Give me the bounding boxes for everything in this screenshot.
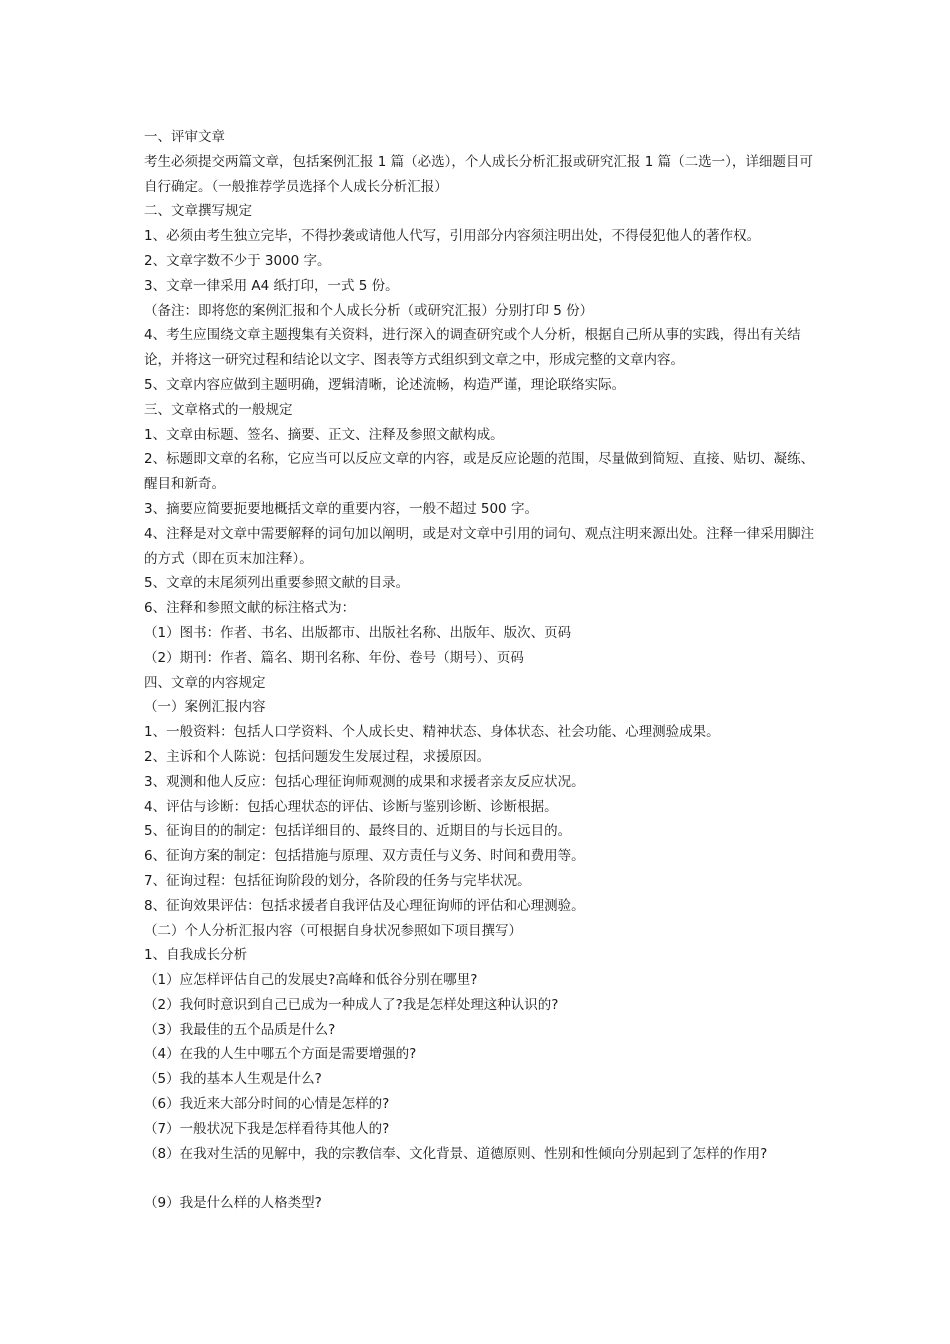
- sub-list-item: （6）我近来大部分时间的心情是怎样的?: [144, 1096, 390, 1113]
- list-item: 6、注释和参照文献的标注格式为：: [144, 600, 356, 617]
- list-item: 4、评估与诊断：包括心理状态的评估、诊断与鉴别诊断、诊断根据。: [144, 798, 558, 815]
- list-item: 8、征询效果评估：包括求援者自我评估及心理征询师的评估和心理测验。: [144, 897, 585, 914]
- list-item: 4、注释是对文章中需要解释的词句加以阐明，或是对文章中引用的词句、观点注明来源出处。注释一律采用脚注的方式（即在页末加注释）。: [144, 525, 815, 567]
- sub-list-item: （2）我何时意识到自己已成为一种成人了?我是怎样处理这种认识的?: [144, 996, 559, 1013]
- list-item: 1、文章由标题、签名、摘要、正文、注释及参照文献构成。: [144, 426, 504, 443]
- list-item: 6、征询方案的制定：包括措施与原理、双方责任与义务、时间和费用等。: [144, 848, 585, 865]
- note: （备注：即将您的案例汇报和个人成长分析（或研究汇报）分别打印 5 份）: [144, 302, 594, 319]
- subsection-heading: （一）案例汇报内容: [144, 699, 266, 716]
- sub-list-item: （1）图书：作者、书名、出版都市、出版社名称、出版年、版次、页码: [144, 624, 572, 641]
- section-heading-4: 四、文章的内容规定: [144, 674, 266, 691]
- sub-list-item: （5）我的基本人生观是什么?: [144, 1071, 322, 1088]
- sub-list-item: （4）在我的人生中哪五个方面是需要增强的?: [144, 1046, 417, 1063]
- document-body: [144, 125, 824, 1216]
- list-item: 1、必须由考生独立完毕，不得抄袭或请他人代写，引用部分内容须注明出处，不得侵犯他人的著作权。: [144, 228, 761, 245]
- list-item: 1、一般资料：包括人口学资料、个人成长史、精神状态、身体状态、社会功能、心理测验成果。: [144, 724, 720, 741]
- section-heading-1: 一、评审文章: [144, 129, 225, 145]
- list-item: 3、摘要应简要扼要地概括文章的重要内容，一般不超过 500 字。: [144, 500, 538, 517]
- sub-list-item: （8）在我对生活的见解中，我的宗教信奉、文化背景、道德原则、性别和性倾向分别起到了怎样的作用?: [144, 1145, 768, 1162]
- blank-line: [144, 1166, 824, 1191]
- list-item: 5、文章的末尾须列出重要参照文献的目录。: [144, 575, 410, 592]
- sub-list-item: （1）应怎样评估自己的发展史?高峰和低谷分别在哪里?: [144, 972, 478, 989]
- sub-list-item: （2）期刊：作者、篇名、期刊名称、年份、卷号（期号）、页码: [144, 649, 524, 666]
- list-item: 1、自我成长分析: [144, 947, 248, 964]
- list-item: 5、文章内容应做到主题明确，逻辑清晰，论述流畅，构造严谨，理论联络实际。: [144, 376, 626, 393]
- list-item: 4、考生应围绕文章主题搜集有关资料，进行深入的调查研究或个人分析，根据自己所从事的实践，得出有关结论，并将这一研究过程和结论以文字、图表等方式组织到文章之中，形成完整的文章内容。: [144, 327, 801, 369]
- sub-list-item: （7）一般状况下我是怎样看待其他人的?: [144, 1120, 390, 1137]
- list-item: 2、主诉和个人陈说：包括问题发生发展过程，求援原因。: [144, 748, 491, 765]
- section-heading-3: 三、文章格式的一般规定: [144, 401, 293, 418]
- list-item: 5、征询目的的制定：包括详细目的、最终目的、近期目的与长远目的。: [144, 823, 572, 840]
- paragraph: 考生必须提交两篇文章，包括案例汇报 1 篇（必选），个人成长分析汇报或研究汇报 1 篇（二选一），详细题目可自行确定。（一般推荐学员选择个人成长分析汇报）: [144, 153, 813, 195]
- sub-list-item: （3）我最佳的五个品质是什么?: [144, 1021, 336, 1038]
- list-item: 7、征询过程：包括征询阶段的划分，各阶段的任务与完毕状况。: [144, 872, 531, 889]
- list-item: 3、观测和他人反应：包括心理征询师观测的成果和求援者亲友反应状况。: [144, 773, 585, 790]
- list-item: 2、文章字数不少于 3000 字。: [144, 252, 331, 269]
- section-heading-2: 二、文章撰写规定: [144, 203, 252, 220]
- sub-list-item: （9）我是什么样的人格类型?: [144, 1195, 322, 1212]
- list-item: 3、文章一律采用 A4 纸打印，一式 5 份。: [144, 277, 399, 294]
- list-item: 2、标题即文章的名称，它应当可以反应文章的内容，或是反应论题的范围，尽量做到简短、直接、贴切、凝练、醒目和新奇。: [144, 451, 815, 493]
- subsection-heading: （二）个人分析汇报内容（可根据自身状况参照如下项目撰写）: [144, 922, 522, 939]
